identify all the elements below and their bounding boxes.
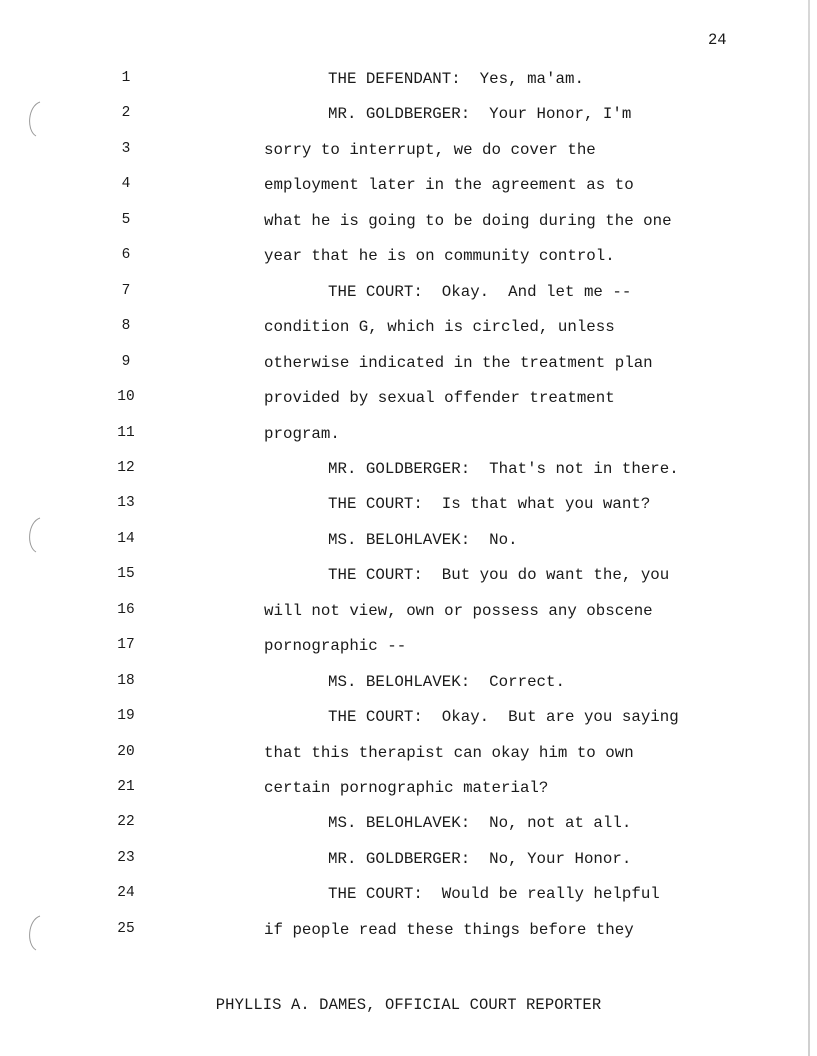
line-number: 2 bbox=[121, 105, 131, 122]
line-number: 21 bbox=[117, 779, 135, 795]
line-number: 14 bbox=[117, 530, 135, 547]
line-number: 16 bbox=[117, 601, 135, 618]
line-text: sorry to interrupt, we do cover the bbox=[264, 140, 596, 159]
line-number: 25 bbox=[117, 920, 135, 937]
transcript-line bbox=[0, 850, 800, 885]
line-number: 18 bbox=[117, 672, 135, 689]
line-number: 23 bbox=[117, 849, 135, 866]
transcript-line bbox=[0, 389, 800, 424]
line-number: 9 bbox=[121, 353, 131, 370]
line-text: THE COURT: Would be really helpful bbox=[328, 885, 660, 904]
transcript-line bbox=[0, 247, 800, 282]
page-edge bbox=[808, 0, 810, 1056]
line-text: will not view, own or possess any obscene bbox=[264, 601, 653, 620]
transcript-line bbox=[0, 744, 800, 779]
line-text: pornographic -- bbox=[264, 637, 407, 656]
line-text: what he is going to be doing during the one bbox=[264, 211, 672, 230]
page-number: 24 bbox=[708, 31, 727, 49]
line-number: 10 bbox=[117, 389, 135, 406]
line-number: 4 bbox=[121, 176, 131, 193]
line-text: MS. BELOHLAVEK: Correct. bbox=[328, 672, 565, 691]
transcript-line bbox=[0, 814, 800, 849]
transcript-line bbox=[0, 885, 800, 920]
line-text: THE COURT: Okay. But are you saying bbox=[328, 708, 679, 727]
transcript-line bbox=[0, 176, 800, 211]
line-number: 6 bbox=[121, 247, 131, 264]
line-text: MS. BELOHLAVEK: No. bbox=[328, 530, 518, 549]
line-number: 13 bbox=[117, 495, 135, 512]
transcript-line bbox=[0, 673, 800, 708]
line-number: 22 bbox=[117, 814, 135, 831]
transcript-line bbox=[0, 637, 800, 672]
transcript-line bbox=[0, 602, 800, 637]
line-number: 8 bbox=[121, 318, 131, 335]
line-text: otherwise indicated in the treatment plan bbox=[264, 353, 653, 372]
line-number: 17 bbox=[117, 637, 135, 654]
transcript-line bbox=[0, 566, 800, 601]
transcript-line bbox=[0, 425, 800, 460]
line-text: THE DEFENDANT: Yes, ma'am. bbox=[328, 70, 584, 88]
line-text: THE COURT: Okay. And let me -- bbox=[328, 282, 632, 301]
line-text: THE COURT: But you do want the, you bbox=[328, 566, 670, 585]
line-text: if people read these things before they bbox=[264, 920, 634, 939]
transcript-line bbox=[0, 460, 800, 495]
line-text: program. bbox=[264, 424, 340, 443]
line-text: MR. GOLDBERGER: No, Your Honor. bbox=[328, 849, 632, 868]
line-text: THE COURT: Is that what you want? bbox=[328, 495, 651, 514]
line-number: 5 bbox=[121, 211, 131, 228]
line-text: year that he is on community control. bbox=[264, 247, 615, 266]
line-number: 1 bbox=[121, 70, 131, 86]
line-number: 11 bbox=[117, 424, 135, 441]
line-text: MR. GOLDBERGER: Your Honor, I'm bbox=[328, 105, 632, 124]
line-text: MR. GOLDBERGER: That's not in there. bbox=[328, 459, 679, 478]
line-text: certain pornographic material? bbox=[264, 779, 549, 797]
transcript-line bbox=[0, 921, 800, 956]
transcript-line bbox=[0, 495, 800, 530]
line-number: 3 bbox=[121, 140, 131, 157]
line-number: 19 bbox=[117, 708, 135, 725]
transcript-line bbox=[0, 141, 800, 176]
transcript-line bbox=[0, 531, 800, 566]
transcript-line bbox=[0, 212, 800, 247]
transcript-line bbox=[0, 318, 800, 353]
line-text: employment later in the agreement as to bbox=[264, 176, 634, 195]
line-text: provided by sexual offender treatment bbox=[264, 389, 615, 408]
line-number: 24 bbox=[117, 885, 135, 902]
transcript-line bbox=[0, 708, 800, 743]
line-number: 20 bbox=[117, 743, 135, 760]
transcript-line bbox=[0, 283, 800, 318]
transcript-line bbox=[0, 779, 800, 814]
line-text: MS. BELOHLAVEK: No, not at all. bbox=[328, 814, 632, 833]
line-number: 7 bbox=[121, 282, 131, 299]
transcript-line bbox=[0, 354, 800, 389]
line-text: that this therapist can okay him to own bbox=[264, 743, 634, 762]
transcript-line bbox=[0, 105, 800, 140]
line-text: condition G, which is circled, unless bbox=[264, 318, 615, 337]
court-reporter-footer: PHYLLIS A. DAMES, OFFICIAL COURT REPORTER bbox=[215, 996, 602, 1014]
line-number: 12 bbox=[117, 459, 135, 476]
transcript-line bbox=[0, 70, 800, 105]
line-number: 15 bbox=[117, 566, 135, 583]
